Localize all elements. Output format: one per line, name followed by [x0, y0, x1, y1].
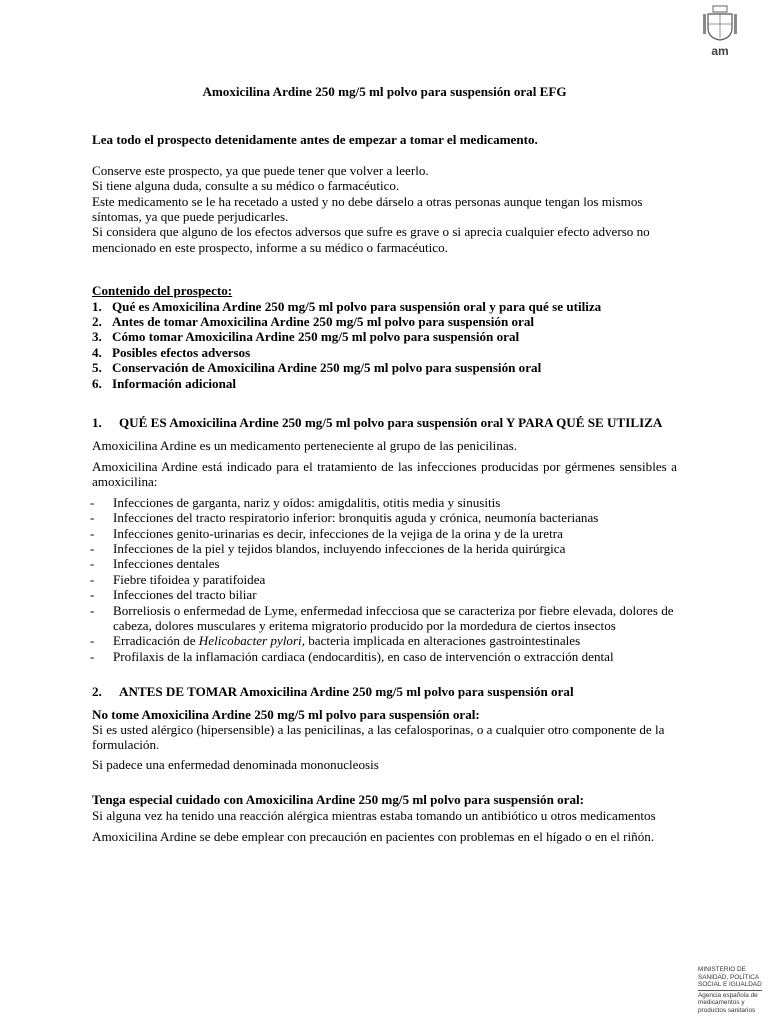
contents-heading: Contenido del prospecto: [92, 283, 233, 299]
list-item: - Fiebre tifoidea y paratifoidea [90, 571, 266, 587]
list-item: - Borreliosis o enfermedad de Lyme, enfermedad infecciosa que se caracteriza por fiebre elevada, dolores de cabeza, dolores musculares y eritema migratorio producido por la mordedura de ciertos insectos [90, 602, 674, 633]
agency-line: medicamentos y [698, 999, 745, 1007]
list-item: - Infecciones dentales [90, 556, 220, 572]
section1-paragraph: Amoxicilina Ardine está indicado para el tratamiento de las infecciones producidas por gérmenes sensibles a amoxicilina: [92, 458, 677, 490]
intro-line: Conserve este prospecto, ya que puede tener que volver a leerlo. [92, 162, 429, 178]
list-item: - Erradicación de Helicobacter pylori, bacteria implicada en alteraciones gastrointestinales [90, 633, 581, 649]
ministry-line: SANIDAD, POLÍTICA [698, 973, 760, 981]
contents-item: 4. Posibles efectos adversos [92, 344, 251, 360]
ministry-line: MINISTERIO DE [698, 966, 746, 973]
intro-line: Si considera que alguno de los efectos adversos que sufre es grave o si aprecia cualquier efecto adverso no mencionado en este prospecto, informe a su médico o farmacéutico. [92, 224, 650, 255]
section2-heading: 2. ANTES DE TOMAR Amoxicilina Ardine 250 mg/5 ml polvo para suspensión oral [92, 684, 574, 700]
contents-list [92, 299, 677, 391]
list-item: - Infecciones de garganta, nariz y oídos: amigdalitis, otitis media y sinusitis [90, 494, 501, 510]
svg-text:am: am [711, 44, 729, 58]
list-item: - Infecciones genito-urinarias es decir, infecciones de la vejiga de la orina y de la uretra [90, 525, 563, 541]
intro-line: Este medicamento se le ha recetado a usted y no debe dárselo a otras personas aunque tengan los mismos síntomas, ya que puede perjudicarles. [92, 193, 643, 225]
agency-line: Agencia española de [698, 991, 758, 999]
indications-list [92, 495, 677, 664]
section2-paragraph: Amoxicilina Ardine se debe emplear con precaución en pacientes con problemas en el hígado o en el riñón. [92, 829, 655, 845]
contents-item: 2. Antes de tomar Amoxicilina Ardine 250 mg/5 ml polvo para suspensión oral [92, 314, 535, 330]
cuidado-heading: Tenga especial cuidado con Amoxicilina Ardine 250 mg/5 ml polvo para suspensión oral: [92, 792, 585, 808]
coat-of-arms-logo [700, 4, 740, 58]
intro-block [92, 163, 677, 255]
no-tome-heading: No tome Amoxicilina Ardine 250 mg/5 ml polvo para suspensión oral: [92, 706, 480, 722]
intro-line: Si tiene alguna duda, consulte a su médico o farmacéutico. [92, 178, 400, 194]
contents-item: 6. Información adicional [92, 375, 237, 391]
ministry-logo [698, 966, 764, 1015]
section2-paragraph: Si padece una enfermedad denominada mononucleosis [92, 756, 379, 772]
contents-item: 1. Qué es Amoxicilina Ardine 250 mg/5 ml polvo para suspensión oral y para qué se utiliza [92, 298, 602, 314]
list-item: - Infecciones de la piel y tejidos blandos, incluyendo infecciones de la herida quirúrgica [90, 540, 566, 556]
list-item: - Profilaxis de la inflamación cardiaca (endocarditis), en caso de intervención o extracción dental [90, 648, 614, 664]
section2-paragraph: Si alguna vez ha tenido una reacción alérgica mientras estaba tomando un antibiótico u otros medicamentos [92, 807, 656, 823]
list-item: - Infecciones del tracto respiratorio inferior: bronquitis aguda y crónica, neumonía bacterianas [90, 510, 599, 526]
contents-item: 5. Conservación de Amoxicilina Ardine 250 mg/5 ml polvo para suspensión oral [92, 360, 542, 376]
agency-line: productos sanitarios [698, 1006, 756, 1014]
section2-paragraph: Si es usted alérgico (hipersensible) a las penicilinas, a las cefalosporinas, o a cualquier otro componente de la formulación. [92, 722, 665, 753]
section1-paragraph: Amoxicilina Ardine es un medicamento perteneciente al grupo de las penicilinas. [92, 437, 518, 453]
section1-heading: 1. QUÉ ES Amoxicilina Ardine 250 mg/5 ml polvo para suspensión oral Y PARA QUÉ SE UTILIZA [92, 415, 663, 431]
leaflet-content [92, 84, 677, 844]
read-notice: Lea todo el prospecto detenidamente antes de empezar a tomar el medicamento. [92, 132, 538, 148]
contents-item: 3. Cómo tomar Amoxicilina Ardine 250 mg/5 ml polvo para suspensión oral [92, 329, 520, 345]
document-title: Amoxicilina Ardine 250 mg/5 ml polvo para suspensión oral EFG [202, 84, 567, 99]
logo-divider [698, 990, 762, 991]
ministry-line: SOCIAL E IGUALDAD [698, 981, 762, 989]
list-item: - Infecciones del tracto biliar [90, 587, 257, 603]
